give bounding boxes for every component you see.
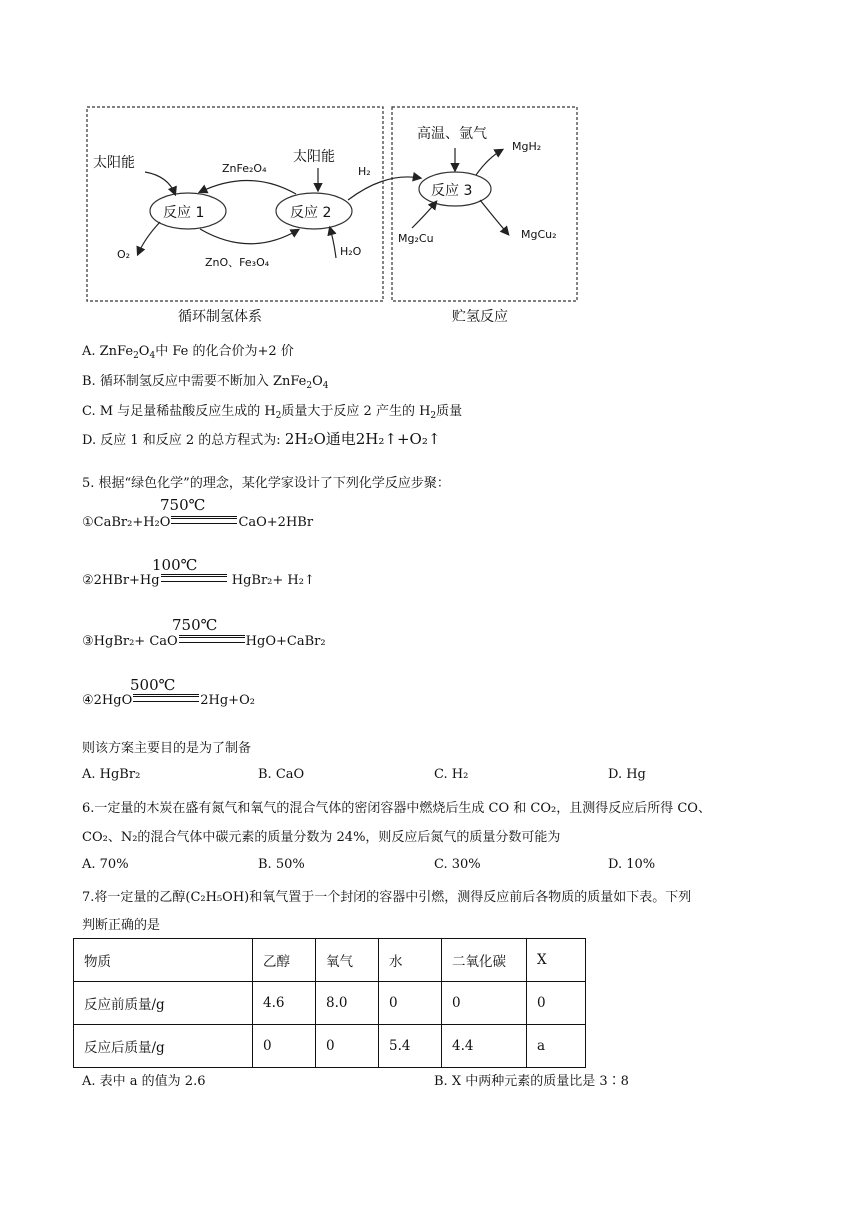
table-cell: 8.0 bbox=[316, 982, 379, 1025]
q5-reaction-4 bbox=[82, 693, 255, 708]
right-box-caption: 贮氢反应 bbox=[452, 309, 508, 325]
left-dashed-box bbox=[87, 107, 383, 301]
r2-right: HgBr₂+ H₂↑ bbox=[231, 573, 315, 588]
left-box-caption: 循环制氢体系 bbox=[178, 309, 262, 325]
r1-equals bbox=[171, 516, 237, 524]
r3-condition: 750℃ bbox=[172, 616, 218, 634]
arrow-mg2cu bbox=[412, 202, 436, 228]
q7-option-b[interactable]: B. X 中两种元素的质量比是 3∶8 bbox=[434, 1074, 629, 1089]
q7-mass-table bbox=[73, 938, 586, 1068]
mgh2-label: MgH₂ bbox=[512, 140, 542, 153]
r2-equals bbox=[161, 574, 227, 582]
q5-question: 则该方案主要目的是为了制备 bbox=[82, 741, 252, 756]
table-header-cell: 二氧化碳 bbox=[442, 939, 527, 982]
q7-option-a[interactable]: A. 表中 a 的值为 2.6 bbox=[82, 1074, 206, 1089]
q6-option-a[interactable]: A. 70% bbox=[82, 857, 129, 872]
q5-option-b[interactable]: B. CaO bbox=[258, 767, 305, 782]
znfe2o4-label: ZnFe₂O₄ bbox=[222, 162, 267, 175]
r4-left: ④2HgO bbox=[82, 693, 133, 708]
q4-c-sub2: 2 bbox=[430, 411, 437, 421]
q5-option-c[interactable]: C. H₂ bbox=[434, 767, 469, 782]
q6-option-b[interactable]: B. 50% bbox=[258, 857, 305, 872]
q4-d-pre: D. 反应 1 和反应 2 的总方程式为: bbox=[82, 433, 281, 448]
arrow-mgcu2 bbox=[480, 200, 508, 234]
arrow-mgh2 bbox=[476, 150, 502, 175]
r1-left: ①CaBr₂+H₂O bbox=[82, 515, 171, 530]
q4-b-mid: O bbox=[312, 374, 323, 389]
o2-label: O₂ bbox=[117, 248, 131, 261]
q5-stem: 5. 根据“绿色化学”的理念，某化学家设计了下列化学反应步聚： bbox=[82, 476, 450, 491]
q4-a-pre: A. ZnFe bbox=[82, 344, 134, 359]
r4-condition: 500℃ bbox=[130, 676, 176, 694]
q5-option-d[interactable]: D. Hg bbox=[608, 767, 646, 782]
q4-c-sub: 2 bbox=[275, 411, 282, 421]
table-cell: 5.4 bbox=[379, 1025, 442, 1068]
table-cell: 4.4 bbox=[442, 1025, 527, 1068]
q6-option-c[interactable]: C. 30% bbox=[434, 857, 481, 872]
q4-b-sub1: 2 bbox=[306, 381, 313, 391]
q6-option-d[interactable]: D. 10% bbox=[608, 857, 656, 872]
q4-c-mid: 质量大于反应 2 产生的 H bbox=[281, 404, 431, 419]
q4-b-sub2: 4 bbox=[322, 381, 329, 391]
table-header-cell: 氧气 bbox=[316, 939, 379, 982]
mg2cu-label: Mg₂Cu bbox=[398, 232, 434, 245]
table-header-cell: 水 bbox=[379, 939, 442, 982]
q5-reaction-3 bbox=[82, 634, 326, 649]
r4-equals bbox=[133, 694, 199, 702]
q4-a-sub1: 2 bbox=[133, 351, 139, 361]
table-cell: 4.6 bbox=[253, 982, 316, 1025]
r2-left: ②2HBr+Hg bbox=[82, 573, 160, 588]
q7-line-2: 判断正确的是 bbox=[82, 918, 161, 933]
arrow-zno-fe3o4 bbox=[200, 229, 298, 244]
r2-condition: 100℃ bbox=[152, 556, 198, 574]
solar-left-label: 太阳能 bbox=[93, 155, 135, 171]
zno-fe3o4-label: ZnO、Fe₃O₄ bbox=[205, 256, 270, 269]
table-header-cell: 物质 bbox=[74, 939, 253, 982]
q6-line-2: CO₂、N₂的混合气体中碳元素的质量分数为 24%，则反应后氮气的质量分数可能为 bbox=[82, 830, 561, 845]
arrow-solar-left bbox=[145, 172, 175, 194]
h2-label: H₂ bbox=[358, 165, 371, 178]
r1-right: CaO+2HBr bbox=[238, 515, 314, 530]
table-cell: 反应前质量/g bbox=[74, 982, 253, 1025]
table-header-cell: 乙醇 bbox=[253, 939, 316, 982]
q4-option-d[interactable] bbox=[82, 428, 440, 449]
high-temp-ar-label: 高温、氩气 bbox=[417, 126, 487, 142]
arrow-znfe2o4 bbox=[200, 180, 296, 194]
arrow-h2o bbox=[330, 228, 336, 258]
q4-a-post: 中 Fe 的化合价为+2 价 bbox=[155, 344, 294, 359]
solar-mid-label: 太阳能 bbox=[293, 149, 335, 165]
q5-option-a[interactable]: A. HgBr₂ bbox=[82, 767, 141, 782]
table-cell: 0 bbox=[379, 982, 442, 1025]
q4-c-pre: C. M 与足量稀盐酸反应生成的 H bbox=[82, 404, 276, 419]
r3-right: HgO+CaBr₂ bbox=[245, 634, 326, 649]
q4-d-equation: 2H₂O通电2H₂↑+O₂↑ bbox=[284, 430, 441, 448]
reaction3-label: 反应 3 bbox=[431, 183, 473, 199]
table-row bbox=[74, 982, 586, 1025]
arrow-o2 bbox=[138, 222, 160, 254]
q7-line-1: 7.将一定量的乙醇(C₂H₅OH)和氧气置于一个封闭的容器中引燃，测得反应前后各物质的质量如下表。下列 bbox=[82, 890, 692, 905]
q4-option-b[interactable] bbox=[82, 370, 329, 391]
q4-b-pre: B. 循环制氢反应中需要不断加入 ZnFe bbox=[82, 374, 307, 389]
r4-right: 2Hg+O₂ bbox=[200, 693, 255, 708]
reaction1-label: 反应 1 bbox=[163, 205, 205, 221]
r3-left: ③HgBr₂+ CaO bbox=[82, 634, 178, 649]
q6-line-1: 6.一定量的木炭在盛有氮气和氧气的混合气体的密闭容器中燃烧后生成 CO 和 CO₂，且测得反应后所得 CO、 bbox=[82, 801, 711, 816]
q4-option-a[interactable] bbox=[82, 340, 294, 361]
table-row bbox=[74, 1025, 586, 1068]
mgcu2-label: MgCu₂ bbox=[521, 228, 557, 241]
q5-reaction-1 bbox=[82, 515, 313, 530]
r1-condition: 750℃ bbox=[160, 496, 206, 514]
table-cell: 0 bbox=[442, 982, 527, 1025]
table-header-row bbox=[74, 939, 586, 982]
h2o-label: H₂O bbox=[340, 245, 362, 258]
table-cell: 反应后质量/g bbox=[74, 1025, 253, 1068]
q4-option-c[interactable] bbox=[82, 400, 462, 421]
table-cell: 0 bbox=[316, 1025, 379, 1068]
q4-a-mid: O bbox=[138, 344, 150, 359]
table-cell: 0 bbox=[253, 1025, 316, 1068]
arrow-h2 bbox=[348, 177, 420, 200]
r3-equals bbox=[179, 635, 245, 643]
q4-c-post: 质量 bbox=[436, 404, 463, 419]
table-cell: 0 bbox=[527, 982, 586, 1025]
q4-a-sub2: 4 bbox=[149, 351, 156, 361]
reaction2-label: 反应 2 bbox=[290, 205, 332, 221]
table-header-cell: X bbox=[527, 939, 586, 982]
table-cell: a bbox=[527, 1025, 586, 1068]
q5-reaction-2 bbox=[82, 573, 315, 588]
